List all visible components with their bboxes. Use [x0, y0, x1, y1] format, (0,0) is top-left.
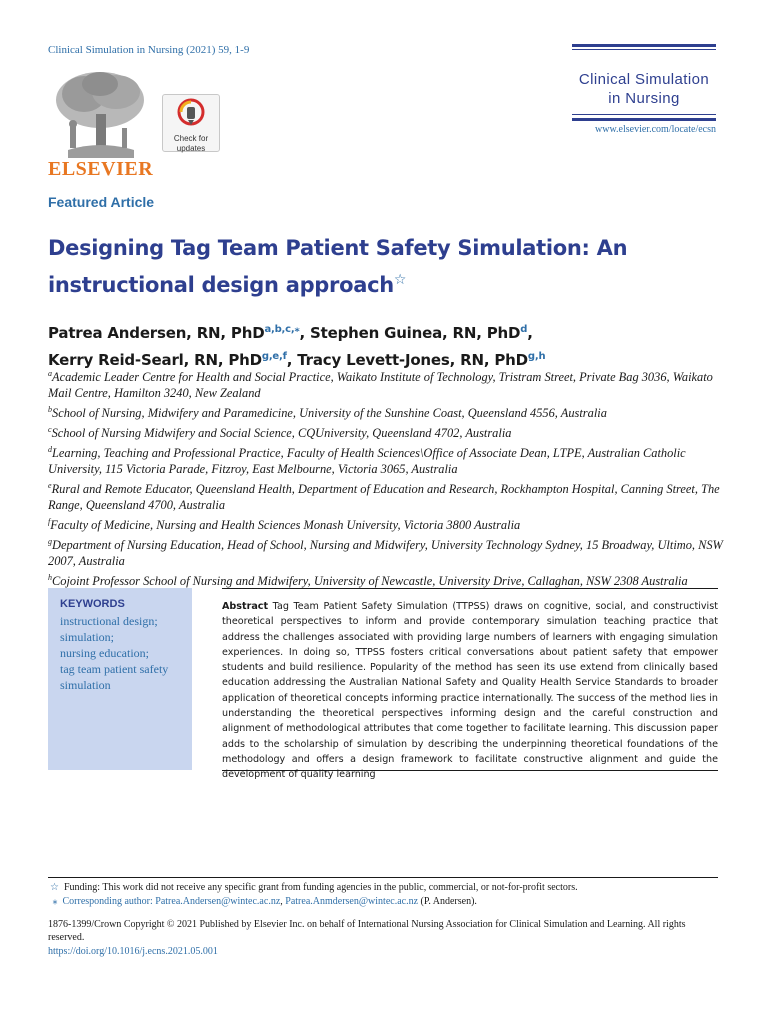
header-rule-thin	[572, 114, 716, 115]
affiliation-item	[48, 442, 724, 478]
article-title-text: Designing Tag Team Patient Safety Simulation: An instructional design approach	[48, 236, 628, 297]
author-separator: ,	[299, 324, 311, 342]
affiliation-text: Department of Nursing Education, Head of School, Nursing and Midwifery, University Technology Sydney, 15 Broadway, Ultimo, NSW 2007, Australia	[48, 538, 723, 568]
affiliation-item	[48, 366, 724, 402]
title-footnote-mark[interactable]: ☆	[393, 272, 407, 288]
footnote-rule	[48, 877, 718, 878]
funding-footnote-mark: ☆	[50, 882, 59, 893]
affiliation-text: Rural and Remote Educator, Queensland Health, Department of Education and Research, Rockhampton Hospital, Canning Street, The Range, Queensland 4700, Australia	[48, 482, 720, 512]
abstract-heading: Abstract	[222, 601, 269, 612]
article-title	[48, 232, 708, 301]
author-affiliation-marks[interactable]: a,b,c,⁎	[264, 324, 300, 335]
affiliation-text: School of Nursing Midwifery and Social Science, CQUniversity, Queensland 4702, Australia	[51, 426, 512, 441]
article-type: Featured Article	[48, 194, 155, 210]
affiliation-key: a	[48, 369, 52, 378]
affiliation-text: Faculty of Medicine, Nursing and Health Sciences Monash University, Victoria 3800 Australia	[50, 518, 521, 532]
affiliation-key: f	[48, 516, 51, 526]
affiliation-key: d	[48, 445, 52, 454]
abstract	[222, 599, 718, 781]
affiliation-key: h	[48, 572, 52, 582]
author-name: Stephen Guinea, RN, PhD	[310, 324, 521, 342]
author-name: Tracy Levett-Jones, RN, PhD	[297, 351, 528, 369]
check-updates-label-2: updates	[176, 144, 206, 153]
affiliation-item	[48, 402, 724, 422]
corresponding-suffix: (P. Andersen).	[418, 896, 477, 907]
corresponding-author-footnote	[50, 896, 477, 907]
journal-name-line1: Clinical Simulation	[578, 71, 710, 88]
abstract-text: Tag Team Patient Safety Simulation (TTPSS) draws on cognitive, social, and constructivist theoretical perspectives to inform and provide contemporary simulation teaching practice that address the challenges associated with providing large numbers of learners with engaging simulation experiences. In doing so, TTPSS fosters critical conversations about patient safety that empower students and build resilience. Popularity of the method has seen its use extend from clinically based education addressing the Australian National Safety and Quality Health Service Standards to broader application of theoretical concepts informing practice internationally. The success of the method lies in understanding the theoretical perspectives informing design and the careful construction and alignment of methodological attributes that come together to facilitate learning. This discussion paper adds to the scholarship of simulation by describing the underpinning theoretical foundations of the methodology and offers a design framework to facilitate constructive alignment and guide the development of quality learning	[222, 601, 718, 781]
email-separator: ,	[280, 896, 286, 907]
header-rule	[572, 44, 716, 47]
keywords-list	[60, 613, 192, 693]
keyword-item: simulation;	[60, 630, 114, 644]
email-link[interactable]: Patrea.Anmdersen@wintec.ac.nz	[285, 896, 419, 907]
journal-url-link[interactable]: www.elsevier.com/locate/ecsn	[595, 124, 716, 135]
author-separator: ,	[527, 324, 533, 342]
affiliation-text: Cojoint Professor School of Nursing and Midwifery, University of Newcastle, University Drive, Callaghan, NSW 2308 Australia	[52, 573, 688, 588]
abstract-rule-top	[222, 588, 718, 589]
affiliation-item	[48, 534, 724, 570]
author-affiliation-marks[interactable]: g,e,f	[261, 351, 287, 362]
affiliation-text: Academic Leader Centre for Health and Social Practice, Waikato Institute of Technology, Tristram Street, Private Bag 3036, Waikato Mail Centre, Hamilton 3240, New Zealand	[48, 370, 713, 401]
abstract-rule-bottom	[222, 770, 718, 771]
author-affiliation-marks[interactable]: d	[520, 324, 528, 335]
author-name: Patrea Andersen, RN, PhD	[48, 324, 265, 342]
affiliation-text: Learning, Teaching and Professional Practice, Faculty of Health Sciences\Office of Associate Dean, LTPE, Australian Catholic University, 115 Victoria Parade, Fitzroy, East Melbourne, Victoria 3065, Australia	[48, 446, 686, 477]
check-for-updates-badge[interactable]	[162, 94, 220, 152]
affiliation-item	[48, 514, 724, 534]
corresponding-label: Corresponding author:	[62, 896, 153, 907]
journal-name	[572, 70, 716, 108]
elsevier-tree-logo	[48, 66, 152, 160]
affiliation-key: g	[48, 536, 52, 546]
affiliation-key: b	[48, 404, 52, 414]
corresponding-mark: ⁎	[52, 896, 58, 907]
funding-footnote	[50, 882, 578, 893]
header-rule-thin	[572, 49, 716, 50]
keywords-box	[48, 588, 192, 770]
keyword-item: instructional design;	[60, 614, 158, 628]
author-separator: ,	[286, 351, 298, 369]
affiliation-item	[48, 570, 724, 590]
email-link[interactable]: Patrea.Andersen@wintec.ac.nz	[155, 896, 281, 907]
affiliation-text: School of Nursing, Midwifery and Paramedicine, University of the Sunshine Coast, Queensland 4556, Australia	[52, 406, 607, 421]
keyword-item: tag team patient safety simulation	[60, 662, 169, 692]
author-name: Kerry Reid-Searl, RN, PhD	[48, 351, 262, 369]
journal-reference: Clinical Simulation in Nursing (2021) 59, 1-9	[48, 44, 250, 56]
journal-name-line2: in Nursing	[608, 90, 680, 107]
keywords-title: KEYWORDS	[60, 598, 125, 610]
affiliation-key: e	[48, 480, 52, 490]
check-updates-icon	[177, 98, 205, 128]
affiliation-item	[48, 478, 724, 514]
copyright-notice: 1876-1399/Crown Copyright © 2021 Published by Elsevier Inc. on behalf of International Nursing Association for Clinical Simulation and Learning. All rights reserved.	[48, 919, 686, 943]
publisher-logo-text: ELSEVIER	[48, 158, 154, 180]
affiliation-item	[48, 422, 724, 442]
author-affiliation-marks[interactable]: g,h	[527, 351, 546, 362]
funding-footnote-text: Funding: This work did not receive any specific grant from funding agencies in the public, commercial, or not-for-profit sectors.	[63, 882, 578, 893]
header-rule	[572, 118, 716, 121]
check-updates-label-1: Check for	[173, 134, 209, 143]
affiliation-list	[48, 366, 724, 590]
keyword-item: nursing education;	[60, 646, 149, 660]
author-list	[48, 318, 728, 372]
affiliation-key: c	[48, 424, 52, 434]
doi-link[interactable]: https://doi.org/10.1016/j.ecns.2021.05.001	[48, 946, 218, 957]
